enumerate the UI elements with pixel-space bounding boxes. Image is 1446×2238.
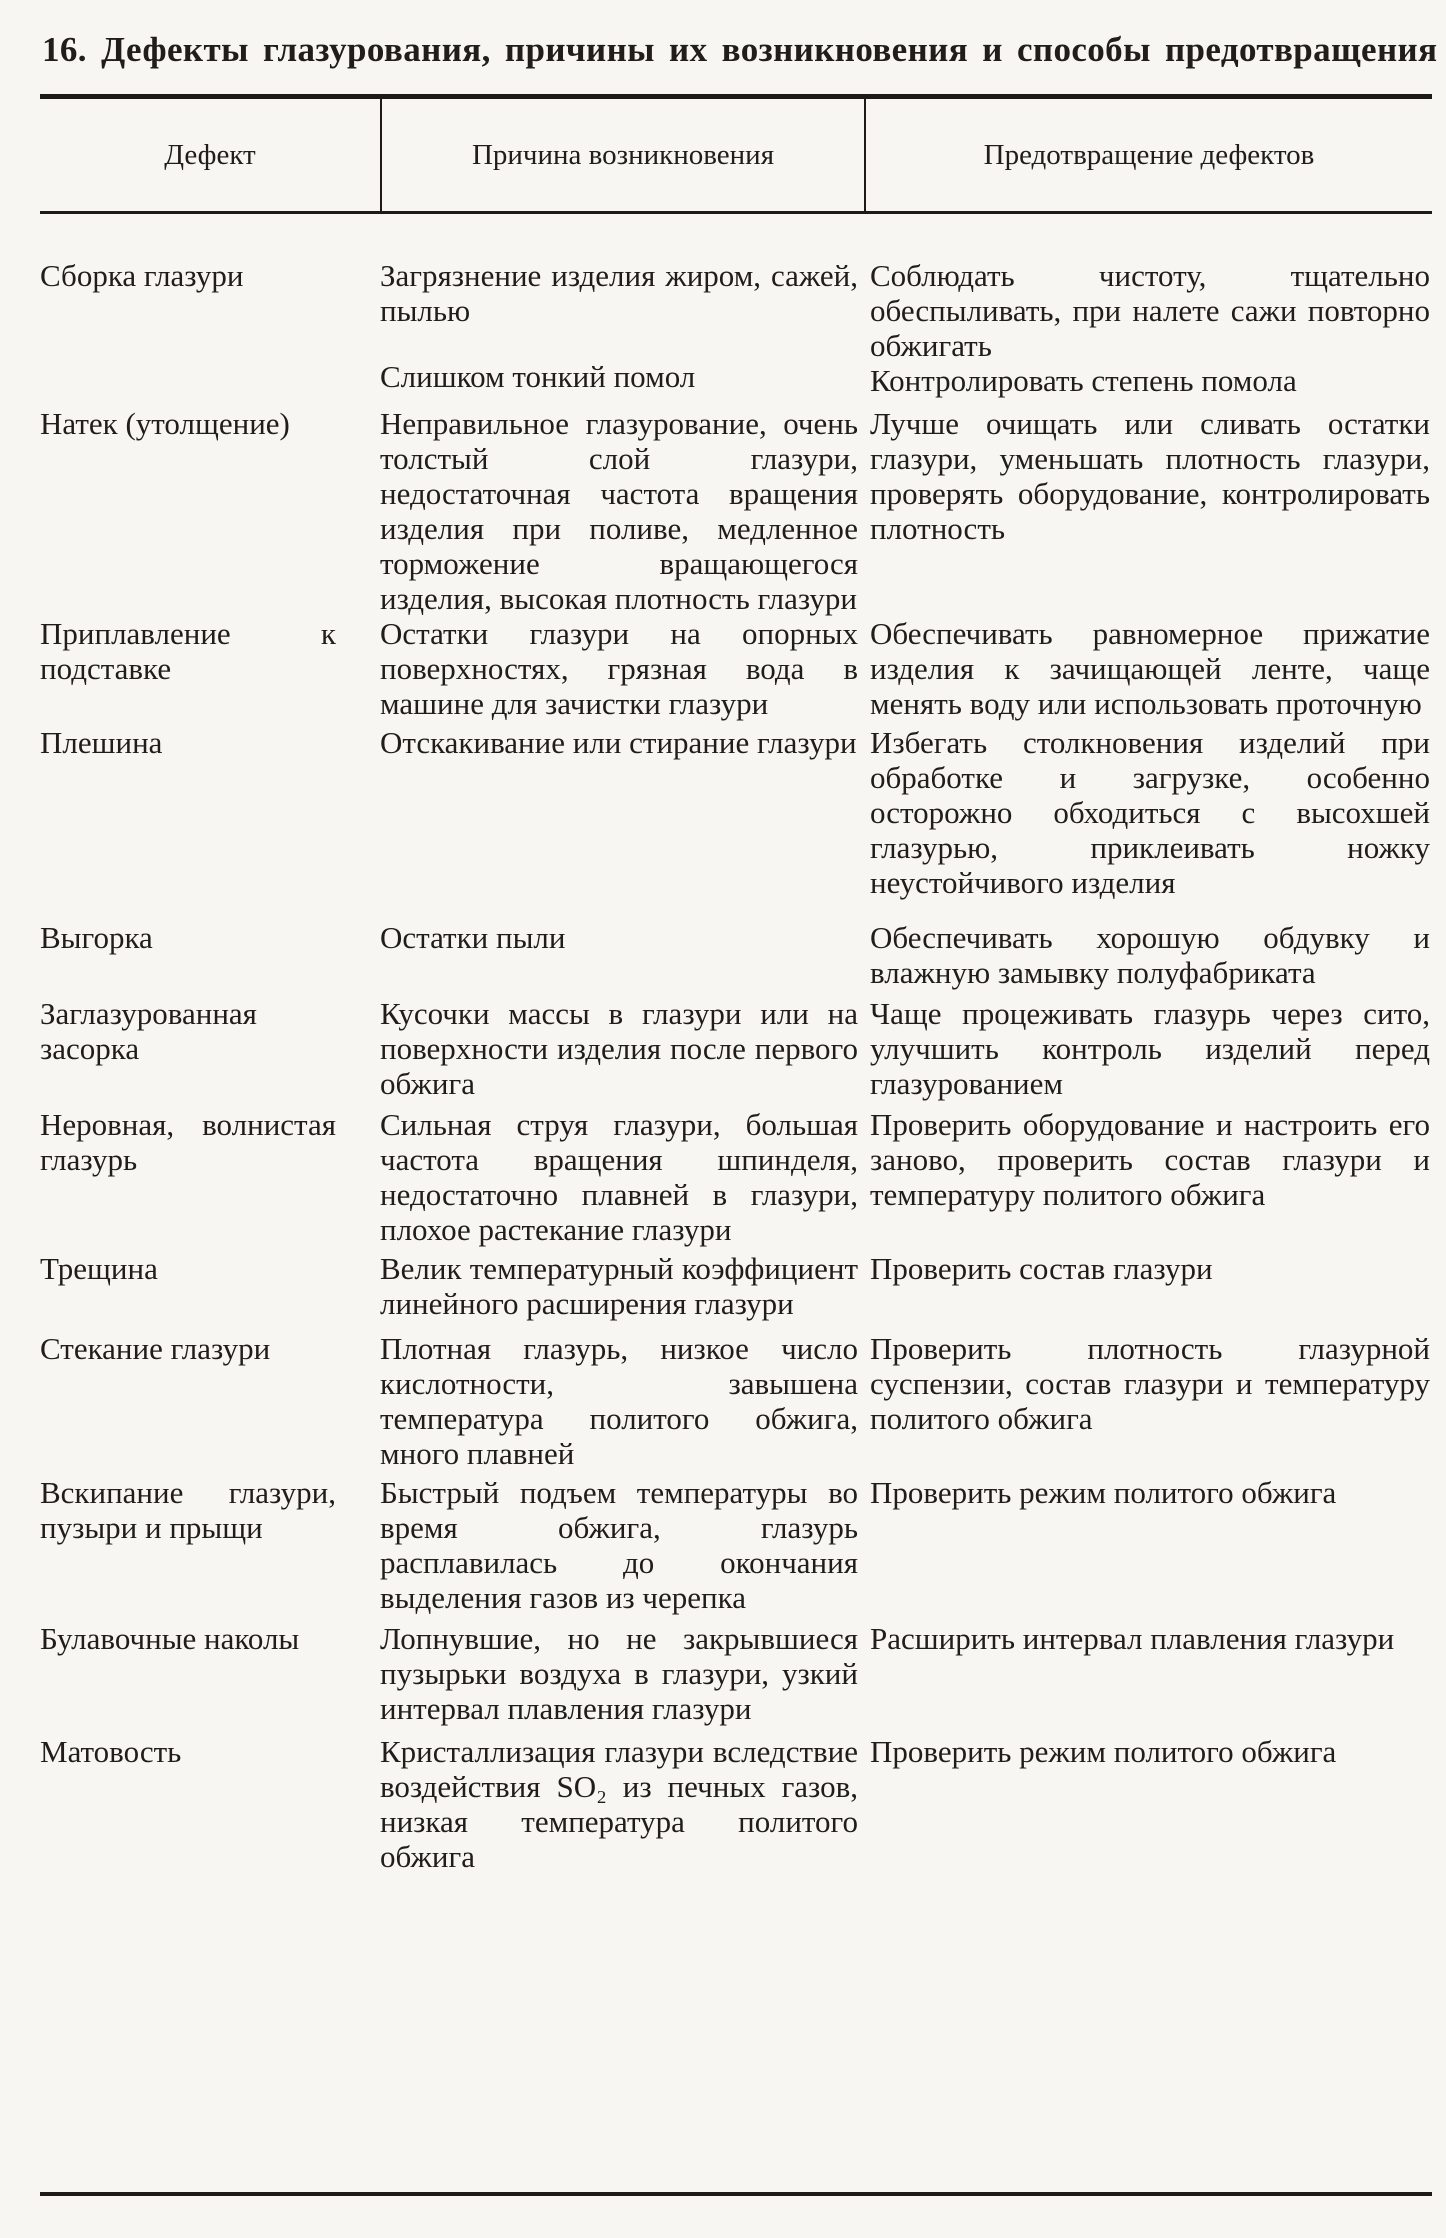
defect-label: Сборка глазури [40,258,244,293]
table-row [40,920,1432,990]
prevention-paragraph: Проверить состав глазури [870,1251,1213,1286]
prevention-paragraph: Контролировать степень помола [870,363,1297,398]
table-row [40,1621,1432,1726]
table-bottom-rule [40,2192,1432,2196]
defect-cell [40,920,380,990]
defect-label: Вскипание глазури, пузыри и прыщи [40,1475,336,1545]
defect-cell [40,258,380,398]
header-cause: Причина возникновения [380,99,866,211]
prevention-paragraph: Соблюдать чистоту, тщательно обеспыливать, при налете сажи повторно обжигать [870,258,1430,363]
prevention-paragraph: Проверить оборудование и настроить его заново, проверить состав глазури и температуру политого обжига [870,1107,1430,1212]
defect-label: Заглазурованная засорка [40,996,257,1066]
table-row [40,1331,1432,1471]
prevention-cell [866,1331,1432,1471]
page-title: 16. Дефекты глазурования, причины их возникновения и способы предотвращения [42,30,1438,69]
defect-cell [40,725,380,900]
cause-paragraph: Лопнувшие, но не закрывшиеся пузырьки воздуха в глазури, узкий интервал плавления глазури [380,1621,858,1726]
table-row [40,1251,1432,1321]
prevention-cell [866,1734,1432,1874]
defect-label: Трещина [40,1251,158,1286]
table-row [40,1475,1432,1615]
prevention-cell [866,258,1432,398]
prevention-paragraph: Проверить режим политого обжига [870,1734,1337,1769]
cause-paragraph: Остатки пыли [380,920,566,955]
prevention-paragraph: Расширить интервал плавления глазури [870,1621,1395,1656]
prevention-paragraph: Проверить плотность глазурной суспензии, состав глазури и температуру политого обжига [870,1331,1430,1436]
cause-cell [380,258,866,398]
cause-cell [380,1475,866,1615]
cause-paragraph: Кусочки массы в глазури или на поверхности изделия после первого обжига [380,996,858,1101]
cause-cell [380,920,866,990]
cause-paragraph: Остатки глазури на опорных поверхностях, грязная вода в машине для зачистки глазури [380,616,858,721]
cause-cell [380,1734,866,1874]
cause-paragraph: Неправильное глазурование, очень толстый слой глазури, недостаточная частота вращения изделия при поливе, медленное торможение вращающегося изделия, высокая плотность глазури [380,406,858,616]
cause-cell [380,406,866,616]
prevention-cell [866,920,1432,990]
prevention-paragraph: Обеспечивать равномерное прижатие изделия к зачищающей ленте, чаще менять воду или использовать проточную [870,616,1430,721]
defect-cell [40,996,380,1101]
table-row [40,258,1432,398]
defect-cell [40,616,380,721]
prevention-paragraph: Проверить режим политого обжига [870,1475,1337,1510]
table-body [40,258,1432,1874]
cause-paragraph: Велик температурный коэффициент линейного расширения глазури [380,1251,858,1321]
table-row [40,616,1432,721]
defect-cell [40,406,380,616]
table-row [40,1107,1432,1247]
defect-label: Булавочные наколы [40,1621,300,1656]
prevention-cell [866,616,1432,721]
cause-paragraph: Загрязнение изделия жиром, сажей, пылью [380,258,858,328]
cause-paragraph: Быстрый подъем температуры во время обжига, глазурь расплавилась до окончания выделения газов из черепка [380,1475,858,1615]
defect-cell [40,1475,380,1615]
table-row [40,406,1432,616]
cause-cell [380,725,866,900]
defect-cell [40,1734,380,1874]
cause-cell [380,1331,866,1471]
table-row [40,996,1432,1101]
cause-cell [380,996,866,1101]
prevention-cell [866,1621,1432,1726]
prevention-cell [866,1475,1432,1615]
cause-paragraph: Кристаллизация глазури вследствие воздействия SO₂ из печных газов, низкая температура политого обжига [380,1734,858,1874]
table-row [40,1734,1432,1874]
header-bottom-rule [40,211,1432,214]
defect-label: Стекание глазури [40,1331,271,1366]
prevention-cell [866,725,1432,900]
prevention-paragraph: Обеспечивать хорошую обдувку и влажную замывку полуфабриката [870,920,1430,990]
cause-paragraph: Сильная струя глазури, большая частота вращения шпинделя, недостаточно плавней в глазури, плохое растекание глазури [380,1107,858,1247]
prevention-paragraph: Избегать столкновения изделий при обработке и загрузке, особенно осторожно обходиться с высохшей глазурью, приклеивать ножку неустойчивого изделия [870,725,1430,900]
prevention-cell [866,996,1432,1101]
prevention-paragraph: Чаще процеживать глазурь через сито, улучшить контроль изделий перед глазурованием [870,996,1430,1101]
defect-cell [40,1331,380,1471]
cause-paragraph: Отскакивание или стирание глазури [380,725,857,760]
defect-cell [40,1107,380,1247]
defect-label: Плешина [40,725,163,760]
cause-cell [380,616,866,721]
prevention-cell [866,406,1432,616]
prevention-paragraph: Лучше очищать или сливать остатки глазури, уменьшать плотность глазури, проверять оборудование, контролировать плотность [870,406,1430,546]
cause-cell [380,1251,866,1321]
defect-cell [40,1251,380,1321]
header-defect: Дефект [164,138,256,171]
prevention-cell [866,1107,1432,1247]
prevention-cell [866,1251,1432,1321]
defect-cell [40,1621,380,1726]
table-header-row [40,99,1432,211]
cause-cell [380,1621,866,1726]
defect-label: Натек (утолщение) [40,406,290,441]
defect-label: Приплавление к подставке [40,616,336,686]
defect-label: Выгорка [40,920,153,955]
defect-label: Неровная, волнистая глазурь [40,1107,336,1177]
cause-paragraph: Слишком тонкий помол [380,359,696,394]
defect-label: Матовость [40,1734,182,1769]
header-prevention: Предотвращение дефектов [983,138,1315,171]
table-row [40,725,1432,900]
cause-paragraph: Плотная глазурь, низкое число кислотности, завышена температура политого обжига, много плавней [380,1331,858,1471]
cause-cell [380,1107,866,1247]
